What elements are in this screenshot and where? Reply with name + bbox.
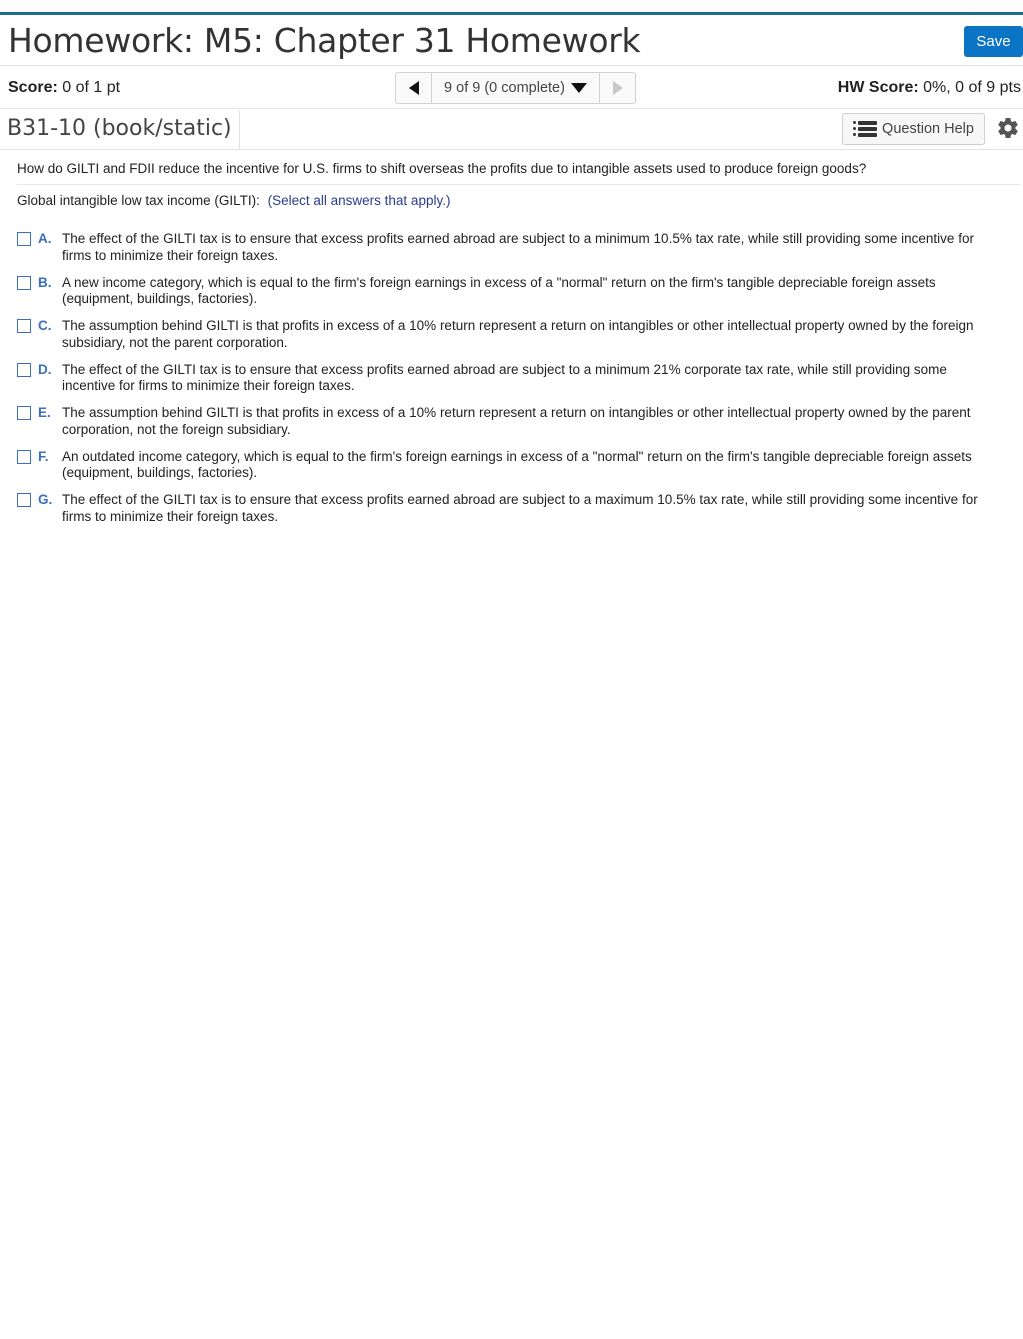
option-c[interactable] [17, 318, 1021, 351]
previous-question-button[interactable] [396, 73, 432, 103]
answer-options [17, 231, 1021, 525]
option-d[interactable] [17, 362, 1021, 395]
triangle-left-icon [409, 81, 419, 95]
option-text: The effect of the GILTI tax is to ensure that excess profits earned abroad are subject to a minimum 10.5% tax rate, while still providing some incentive for firms to minimize their foreign taxes. [62, 231, 974, 263]
checkbox[interactable] [17, 406, 31, 420]
checkbox[interactable] [17, 493, 31, 507]
score-bar [0, 67, 1023, 109]
page-title: Homework: M5: Chapter 31 Homework [8, 21, 641, 60]
checkbox[interactable] [17, 276, 31, 290]
question-text: How do GILTI and FDII reduce the incentive for U.S. firms to shift overseas the profits due to intangible assets used to produce foreign goods? [17, 150, 1021, 185]
checkbox[interactable] [17, 319, 31, 333]
prompt-label: Global intangible low tax income (GILTI): [17, 193, 260, 208]
save-button[interactable]: Save [964, 26, 1023, 57]
title-bar [0, 15, 1023, 66]
question-position-dropdown[interactable] [432, 73, 600, 103]
score-value: 0 of 1 pt [62, 79, 121, 96]
option-text: An outdated income category, which is equal to the firm's foreign earnings in excess of a "normal" return on the firm's tangible depreciable foreign assets (equipment, buildings, factories). [62, 448, 972, 480]
question-position-label: 9 of 9 (0 complete) [444, 80, 565, 96]
option-text: The assumption behind GILTI is that profits in excess of a 10% return represent a return on intangibles or other intellectual property owned by the parent corporation, not the foreign subsidiary. [62, 405, 971, 437]
triangle-right-icon [613, 81, 623, 95]
checkbox[interactable] [17, 363, 31, 377]
hw-score-label: HW Score: [837, 79, 919, 96]
select-all-hint: (Select all answers that apply.) [267, 193, 451, 208]
option-g[interactable] [17, 492, 1021, 525]
option-text: The effect of the GILTI tax is to ensure that excess profits earned abroad are subject to a minimum 21% corporate tax rate, while still providing some incentive for firms to minimize their foreign taxes. [62, 361, 947, 393]
checkbox[interactable] [17, 450, 31, 464]
gear-icon[interactable] [996, 116, 1020, 140]
option-text: A new income category, which is equal to the firm's foreign earnings in excess of a "normal" return on the firm's tangible depreciable foreign assets (equipment, buildings, factories). [62, 274, 936, 306]
option-text: The effect of the GILTI tax is to ensure that excess profits earned abroad are subject to a maximum 10.5% tax rate, while still providing some incentive for firms to minimize their foreign taxes. [62, 492, 978, 524]
question-navigator [395, 72, 636, 104]
question-prompt [17, 185, 1021, 208]
option-a[interactable] [17, 231, 1021, 264]
option-letter: B. [38, 274, 52, 290]
question-help-label: Question Help [882, 121, 974, 137]
checkbox[interactable] [17, 232, 31, 246]
next-question-button[interactable] [600, 73, 635, 103]
question-id: B31-10 (book/static) [0, 110, 240, 149]
option-e[interactable] [17, 405, 1021, 438]
score-label: Score: [8, 79, 58, 96]
option-letter: F. [38, 448, 49, 464]
score [8, 79, 120, 97]
list-icon [853, 121, 877, 137]
option-text: The assumption behind GILTI is that profits in excess of a 10% return represent a return on intangibles or other intellectual property owned by the foreign subsidiary, not the parent corporation. [62, 318, 974, 350]
option-b[interactable] [17, 275, 1021, 308]
option-f[interactable] [17, 449, 1021, 482]
option-letter: D. [38, 361, 52, 377]
hw-score [838, 79, 1021, 97]
question-content [17, 150, 1021, 536]
option-letter: C. [38, 318, 52, 333]
option-letter: E. [38, 405, 51, 420]
option-letter: A. [38, 231, 52, 246]
chevron-down-icon [571, 83, 587, 93]
question-id-bar [0, 110, 1023, 150]
hw-score-value: 0%, 0 of 9 pts [923, 79, 1021, 96]
option-letter: G. [38, 492, 53, 507]
question-help-button[interactable] [842, 113, 985, 145]
